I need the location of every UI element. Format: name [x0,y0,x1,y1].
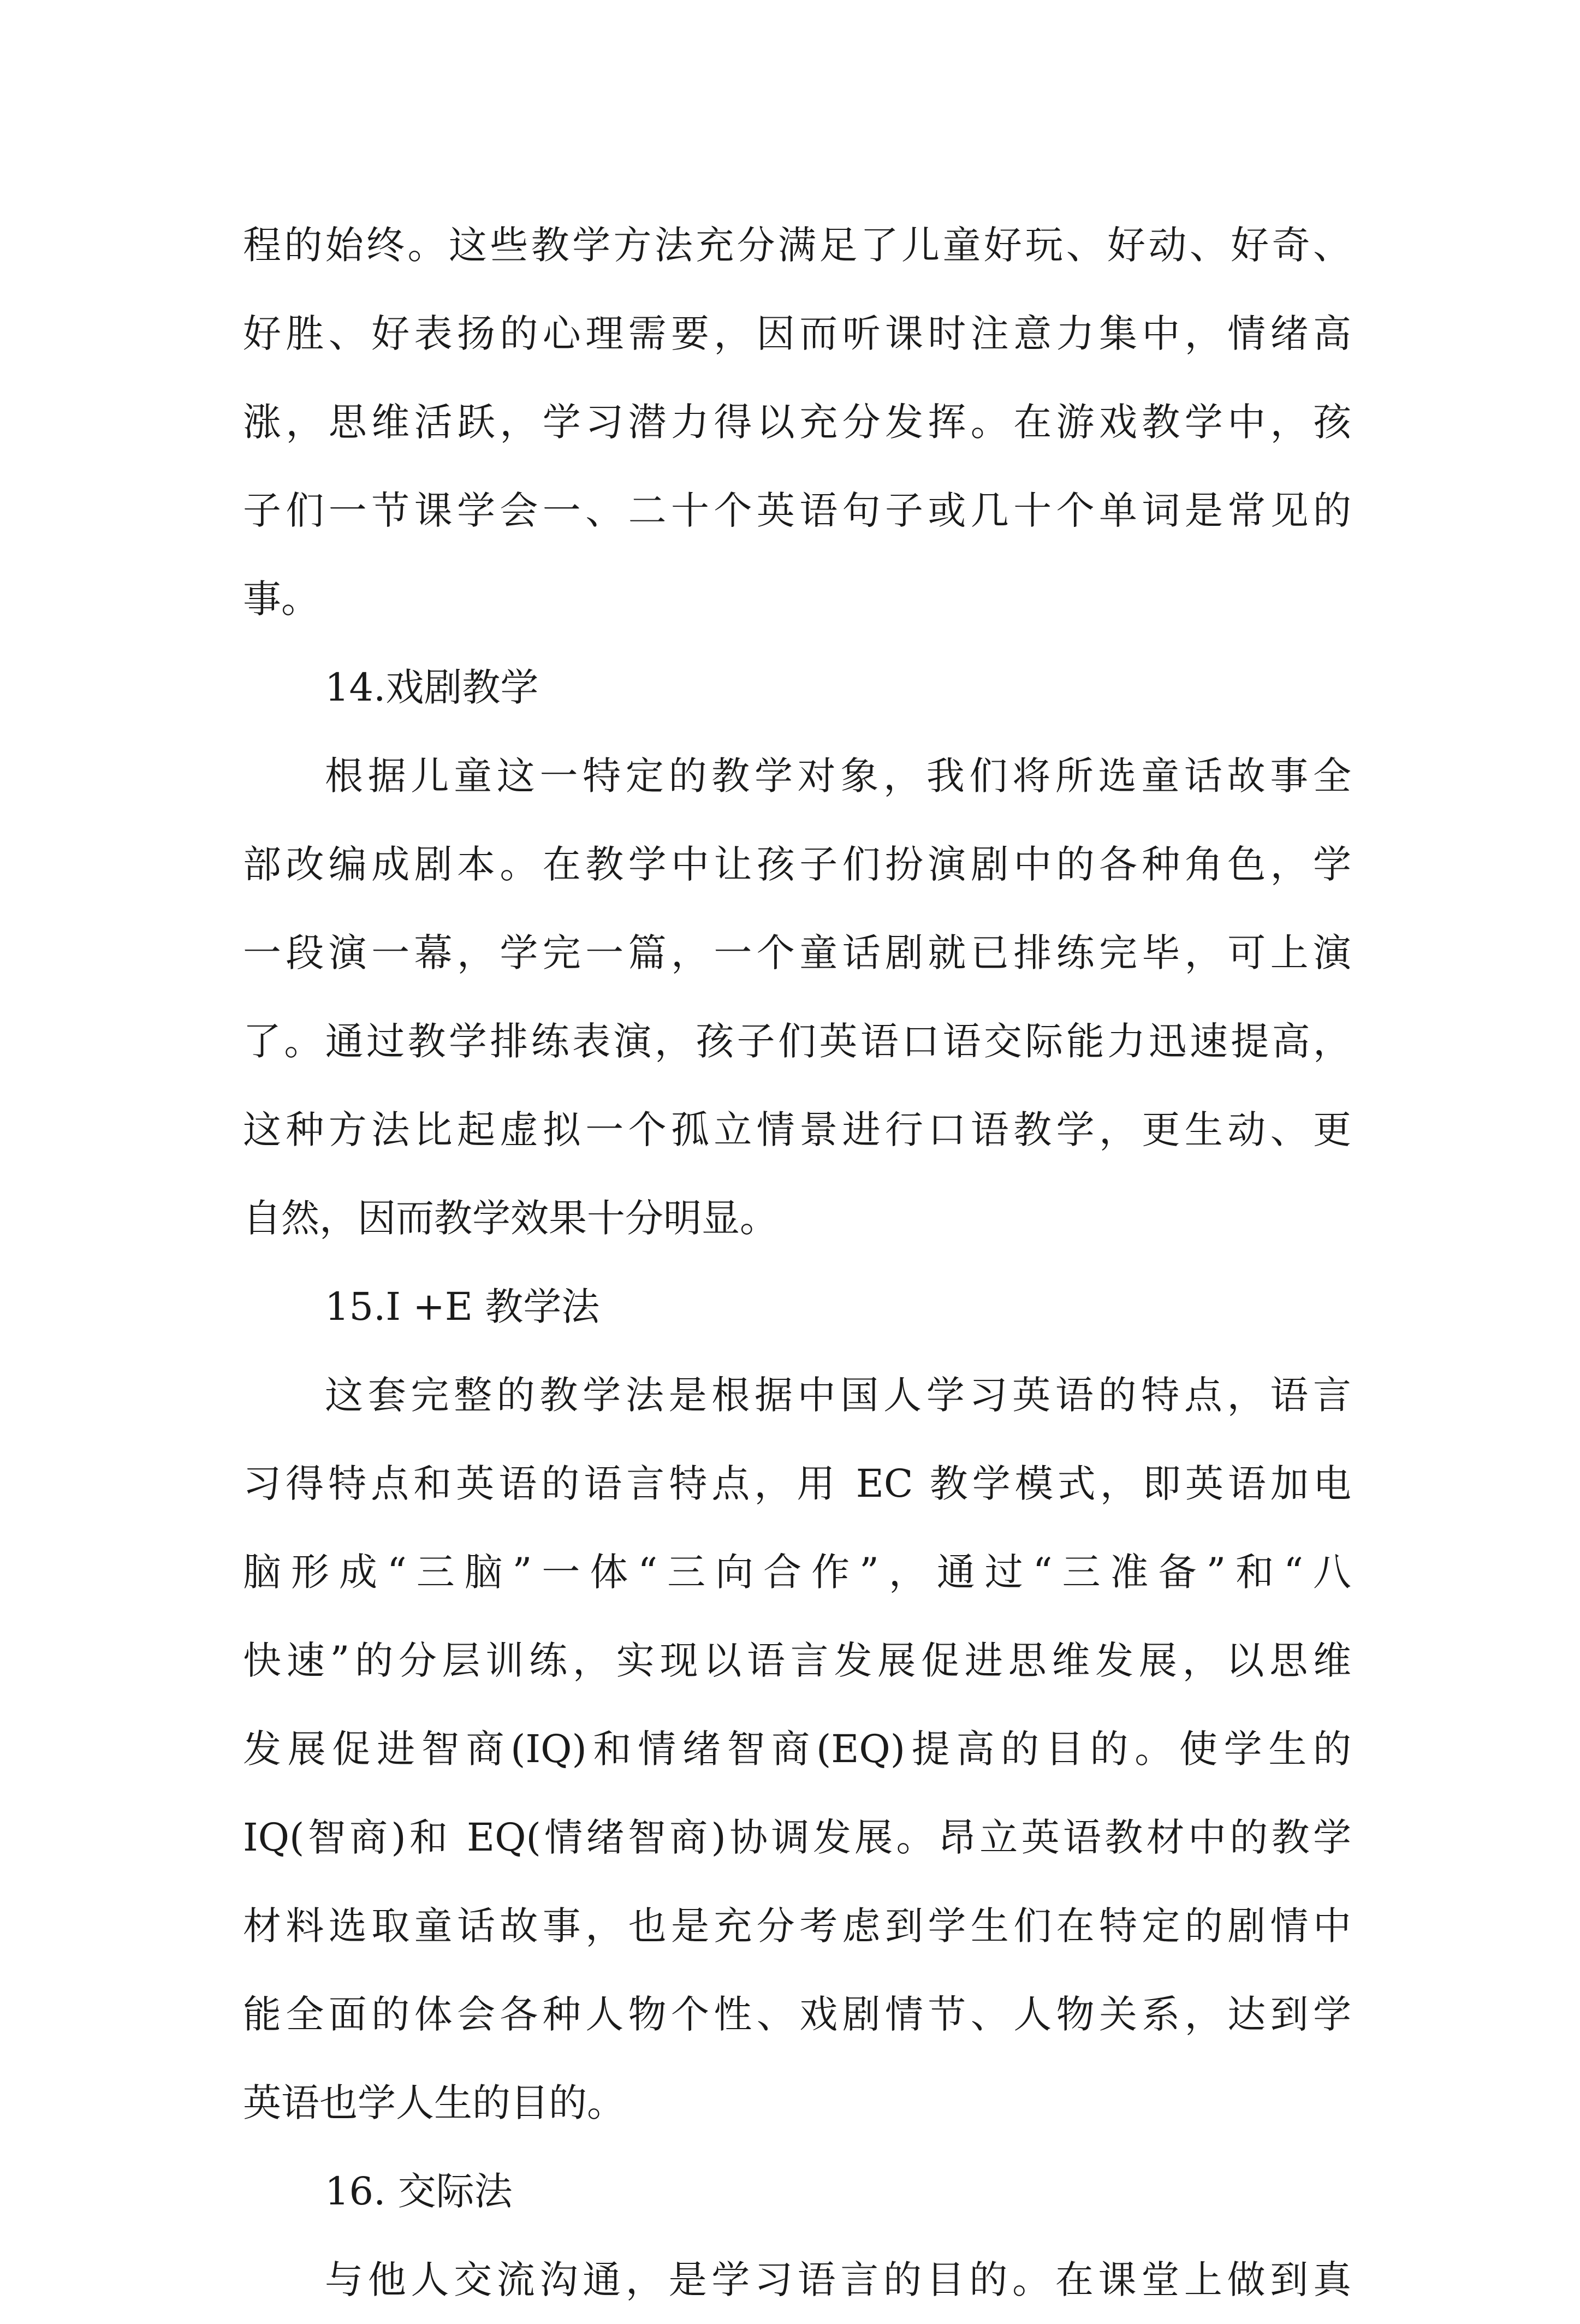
section-heading: 14.戏剧教学 [325,665,539,710]
text-line: 程的始终。这些教学方法充分满足了儿童好玩、好动、好奇、 [243,223,1351,268]
section-heading: 15.I +E 教学法 [325,1284,600,1329]
text-line: 快速”的分层训练，实现以语言发展促进思维发展，以思维 [243,1638,1351,1683]
text-line: 脑形成“三脑”一体“三向合作”，通过“三准备”和“八 [243,1550,1351,1594]
text-line: 了。通过教学排练表演，孩子们英语口语交际能力迅速提高， [243,1019,1351,1064]
text-line: IQ(智商)和 EQ(情绪智商)协调发展。昂立英语教材中的教学 [243,1815,1351,1860]
text-line: 这种方法比起虚拟一个孤立情景进行口语教学，更生动、更 [243,1107,1351,1152]
text-line: 事。 [243,577,319,621]
text-line: 习得特点和英语的语言特点，用 EC 教学模式，即英语加电 [243,1461,1351,1506]
text-line: 能全面的体会各种人物个性、戏剧情节、人物关系，达到学 [243,1992,1351,2037]
text-line: 部改编成剧本。在教学中让孩子们扮演剧中的各种角色，学 [243,842,1351,887]
text-line: 子们一节课学会一、二十个英语句子或几十个单词是常见的 [243,488,1351,533]
paragraph-first-line: 这套完整的教学法是根据中国人学习英语的特点，语言 [325,1373,1351,1418]
text-line: 材料选取童话故事，也是充分考虑到学生们在特定的剧情中 [243,1904,1351,1948]
text-line: 一段演一幕，学完一篇，一个童话剧就已排练完毕，可上演 [243,930,1351,975]
text-line: 发展促进智商(IQ)和情绪智商(EQ)提高的目的。使学生的 [243,1727,1351,1771]
section-heading: 16. 交际法 [325,2169,513,2214]
document-body [243,201,1351,2324]
paragraph-first-line: 根据儿童这一特定的教学对象，我们将所选童话故事全 [325,754,1351,798]
paragraph-first-line: 与他人交流沟通，是学习语言的目的。在课堂上做到真 [325,2257,1351,2302]
text-line: 好胜、好表扬的心理需要，因而听课时注意力集中，情绪高 [243,311,1351,356]
text-line: 自然，因而教学效果十分明显。 [243,1196,778,1241]
text-line: 英语也学人生的目的。 [243,2080,625,2125]
text-line: 涨，思维活跃，学习潜力得以充分发挥。在游戏教学中，孩 [243,400,1351,444]
